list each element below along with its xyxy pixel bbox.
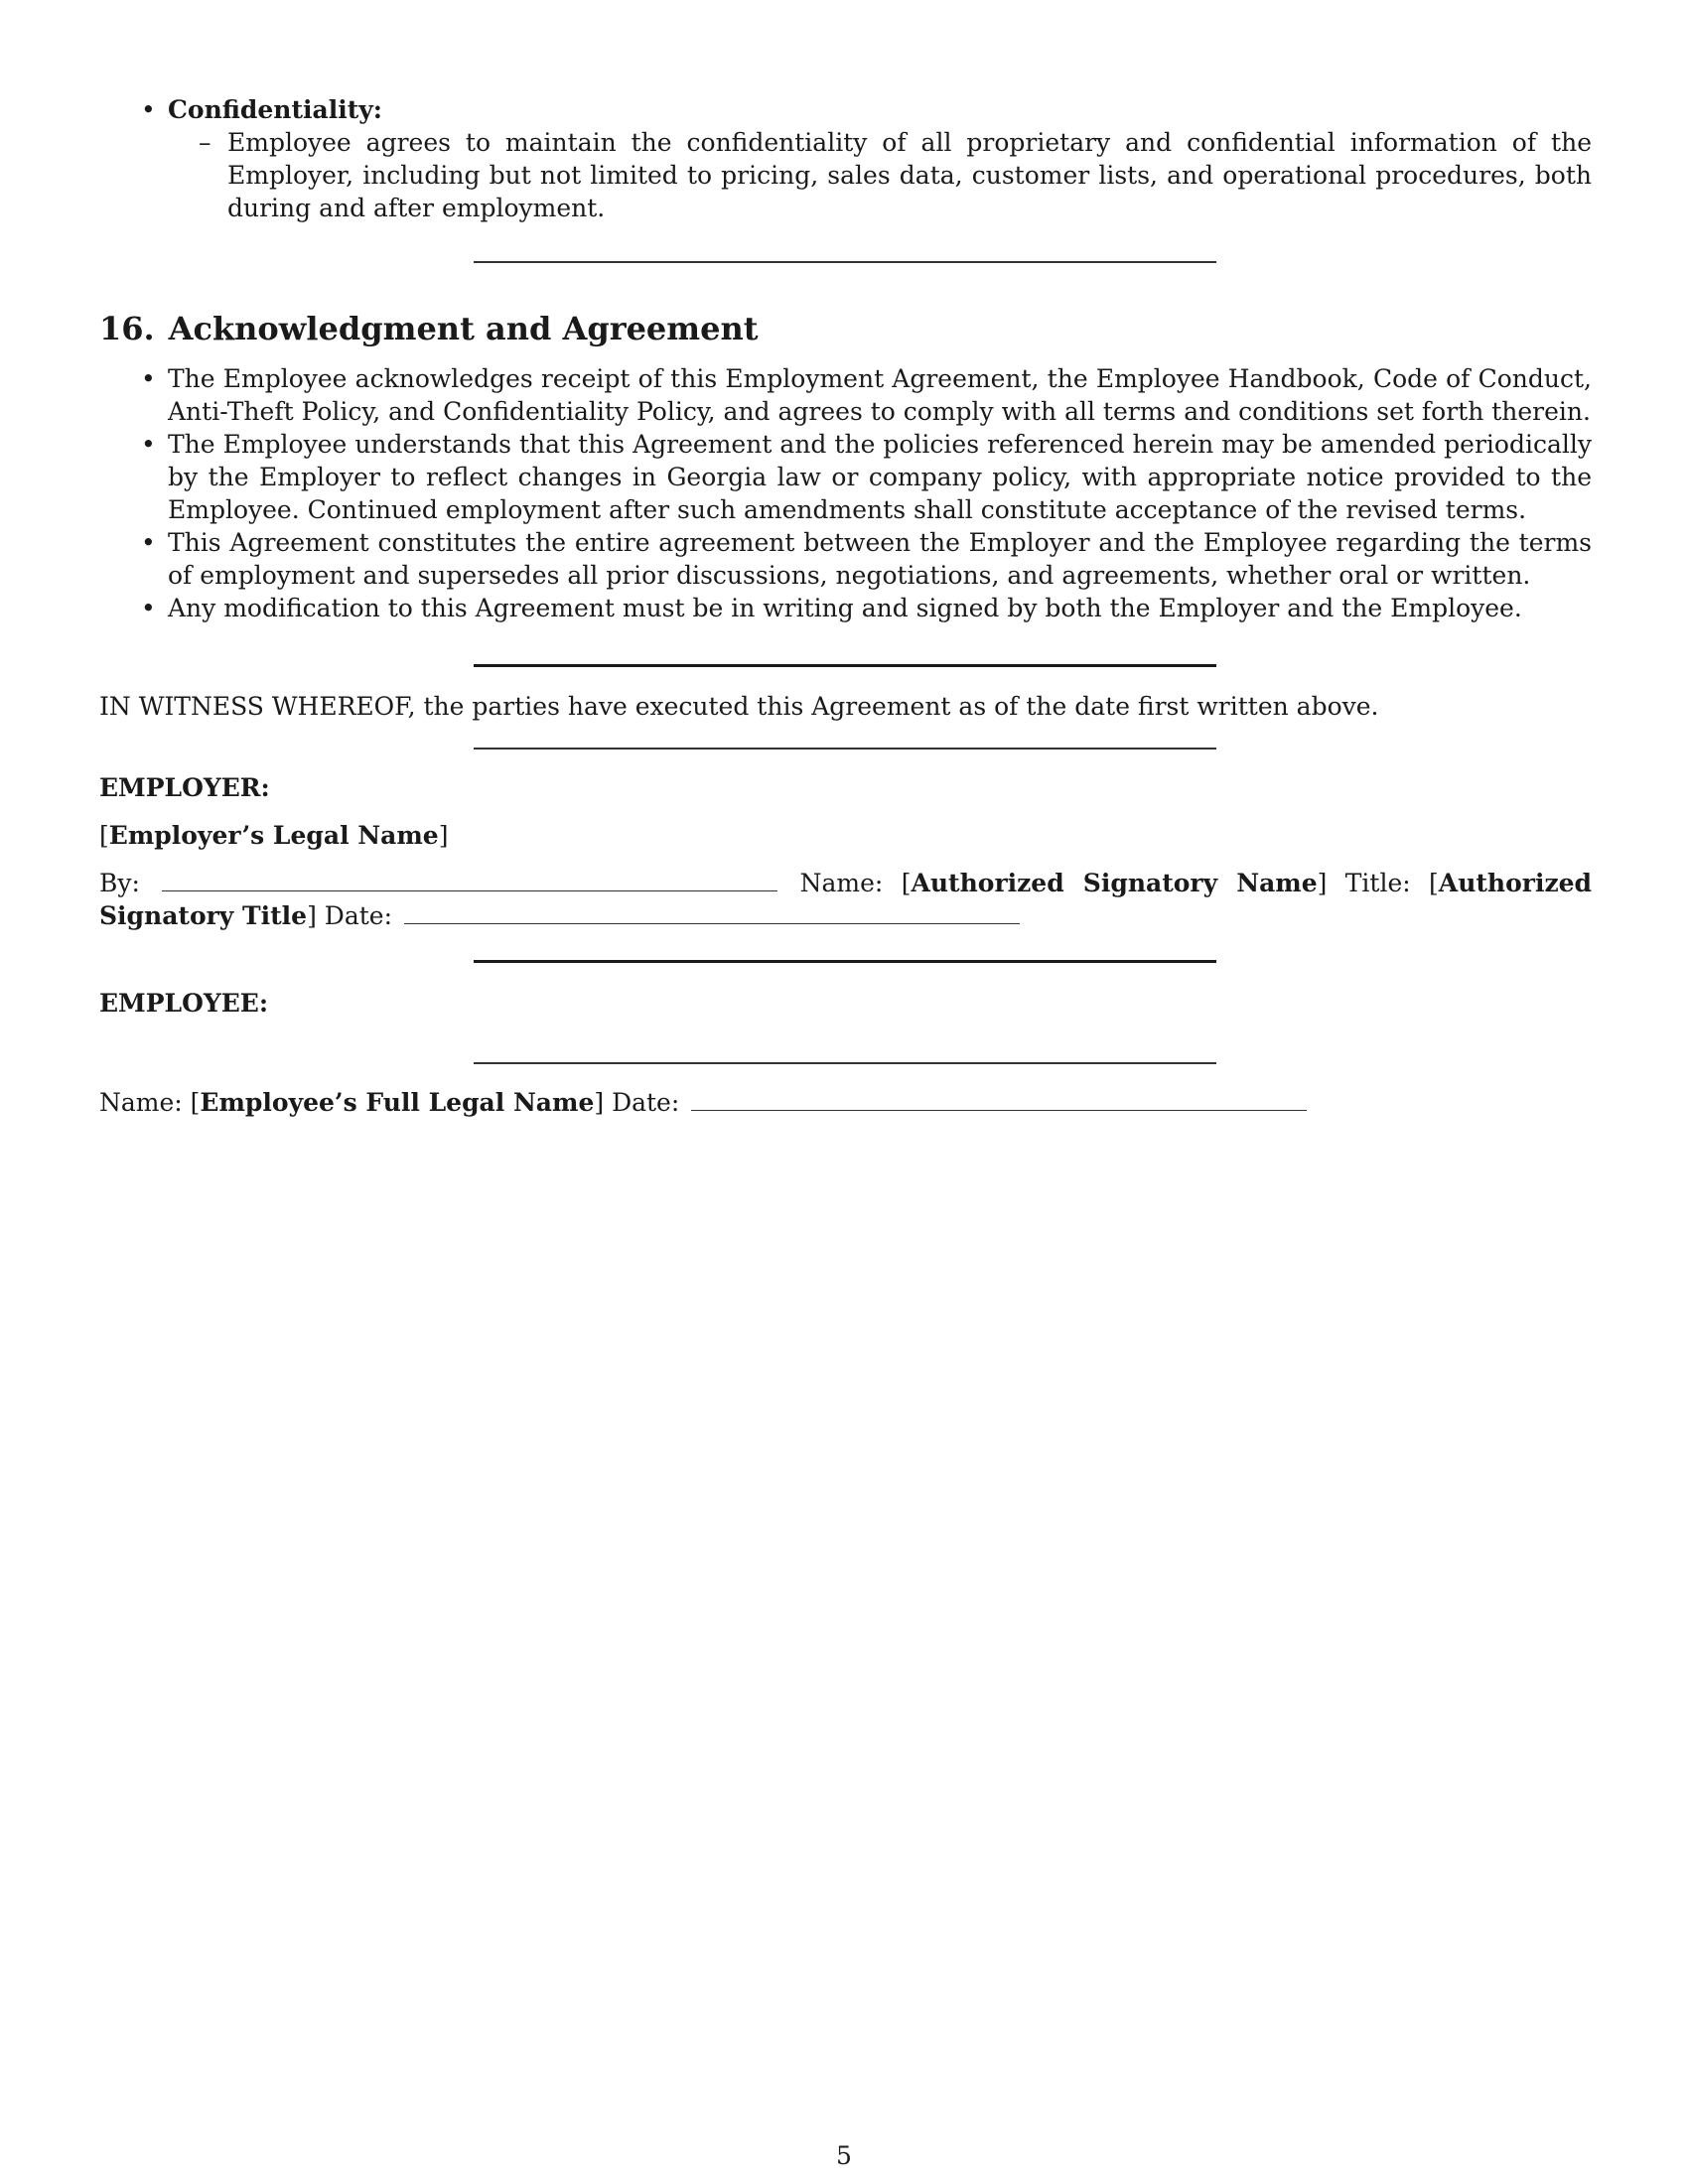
date-label: Date:	[324, 901, 393, 930]
employee-heading: EMPLOYEE:	[99, 989, 269, 1018]
employer-legal-name: [Employer’s Legal Name]	[99, 821, 449, 850]
section-16-list	[99, 362, 1592, 624]
employee-date-line[interactable]	[691, 1110, 1307, 1111]
employer-legal-name-value: Employer’s Legal Name	[108, 821, 439, 850]
divider	[474, 261, 1216, 263]
confidentiality-list	[99, 93, 1592, 224]
divider	[474, 748, 1216, 750]
employer-signature-block: By: Name: [Authorized Signatory Name] Title: [Authorized Signatory Title] Date:	[99, 869, 1593, 930]
section-number: 16.	[99, 310, 155, 347]
confidentiality-heading: Confidentiality:	[168, 95, 383, 124]
page-content	[99, 93, 1592, 1119]
list-item: • This Agreement constitutes the entire agreement between the Employer and the Employee regarding the terms of employment and supersedes all prior discussions, negotiations, and agreements, whether oral or written.	[99, 526, 1592, 592]
page-number: 5	[836, 2141, 852, 2170]
list-item: • The Employee understands that this Agreement and the policies referenced herein may be amended periodically by the Employer to reflect changes in Georgia law or company policy, with appropriate notice provided to the Employee. Continued employment after such amendments shall constitute acceptance of the revised terms.	[99, 428, 1592, 526]
list-item: • The Employee acknowledges receipt of this Employment Agreement, the Employee Handbook, Code of Conduct, Anti-Theft Policy, and Confidentiality Policy, and agrees to comply with all terms and conditions set forth therein.	[99, 362, 1592, 428]
signatory-title: Authorized Signatory Title	[99, 869, 1593, 930]
by-label: By:	[99, 869, 140, 897]
confidentiality-text: – Employee agrees to maintain the confidentiality of all proprietary and confidential information of the Employer, including but not limited to pricing, sales data, customer lists, and operational procedures, both during and after employment.	[99, 126, 1592, 224]
employee-name-label: Name:	[99, 1088, 183, 1117]
employee-date-label: Date:	[612, 1088, 680, 1117]
section-16-heading	[99, 309, 1592, 348]
confidentiality-item	[99, 93, 1592, 224]
employer-signature-line[interactable]	[162, 890, 777, 891]
employer-date-line[interactable]	[404, 923, 1020, 924]
list-item: • Any modification to this Agreement must be in writing and signed by both the Employer and the Employee.	[99, 592, 1592, 624]
employee-full-name: Employee’s Full Legal Name	[200, 1088, 595, 1117]
title-label: Title:	[1344, 869, 1411, 897]
confidentiality-sublist	[168, 126, 1592, 224]
section-title: Acknowledgment and Agreement	[168, 310, 759, 347]
name-label: Name:	[799, 869, 884, 897]
divider	[474, 664, 1216, 667]
witness-statement: IN WITNESS WHEREOF, the parties have executed this Agreement as of the date first written above.	[99, 692, 1379, 721]
divider	[474, 1062, 1216, 1064]
signatory-name: Authorized Signatory Name	[911, 869, 1318, 897]
employer-heading: EMPLOYER:	[99, 773, 270, 802]
employee-signature-block: Name: [Employee’s Full Legal Name] Date:	[99, 1086, 1592, 1119]
divider	[474, 960, 1216, 963]
